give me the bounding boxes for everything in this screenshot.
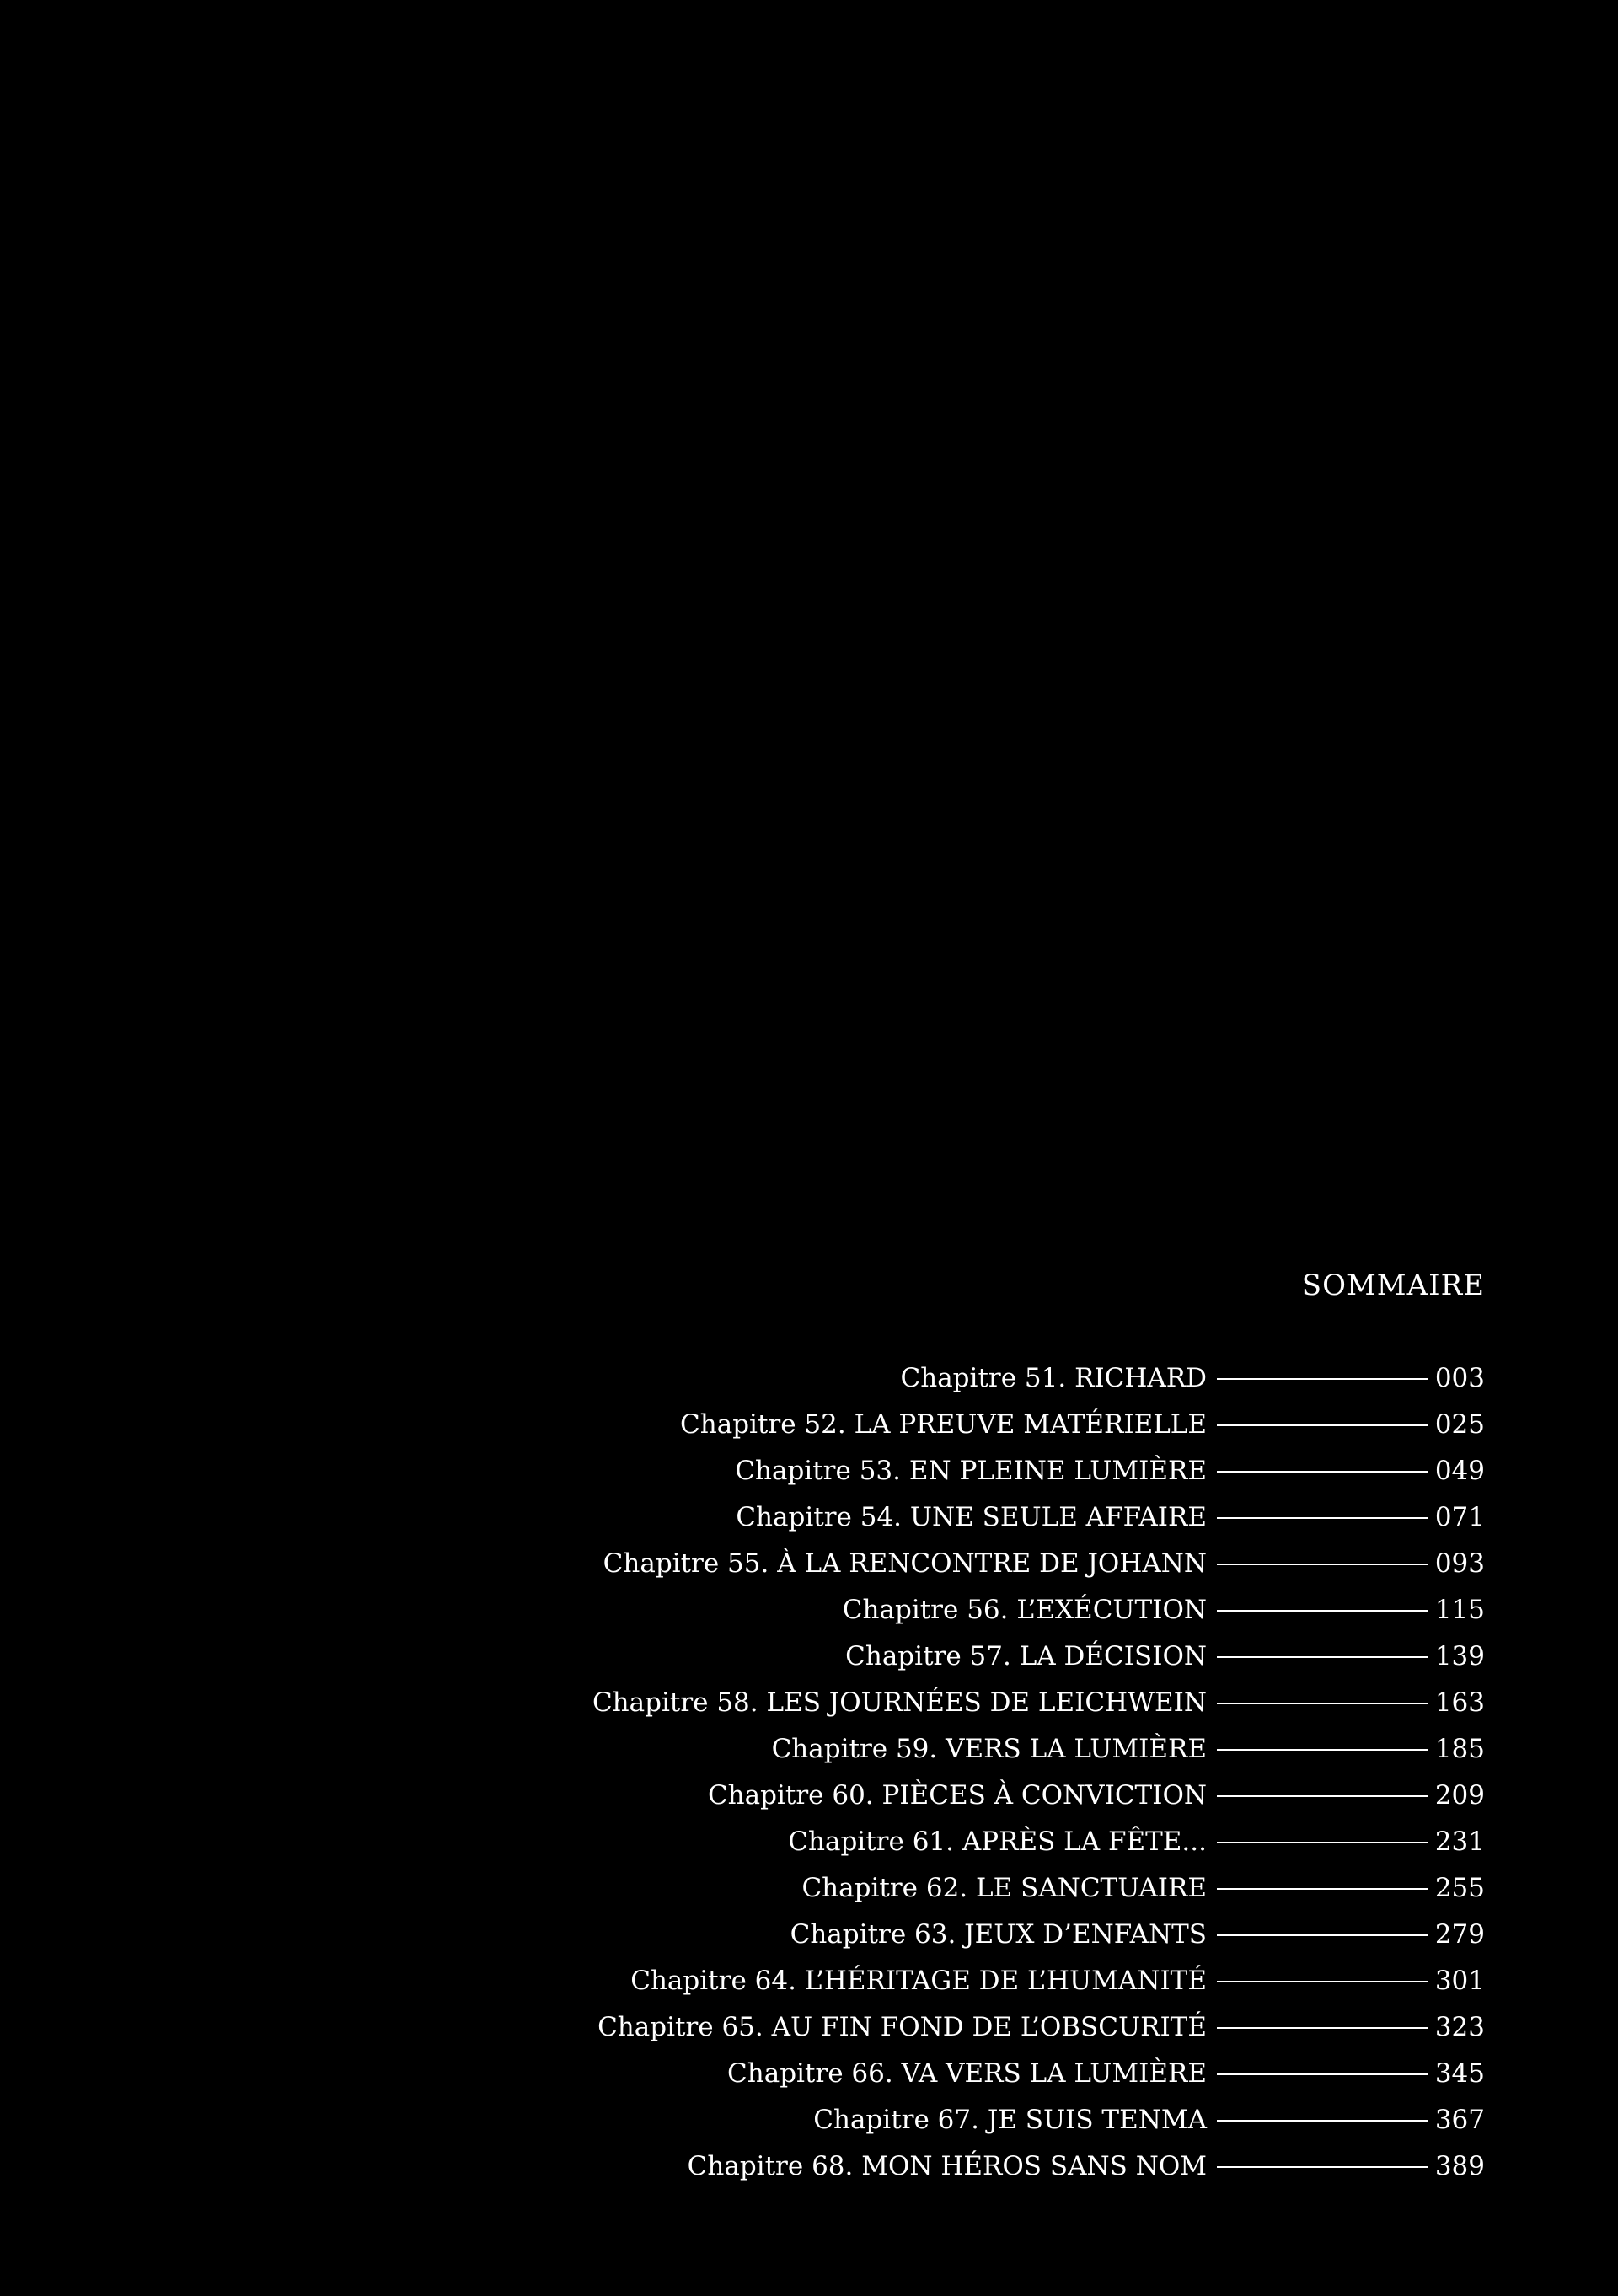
toc-entry-label: Chapitre 68. MON HÉROS SANS NOM: [687, 2150, 1207, 2181]
toc-entry-page: 139: [1434, 1640, 1485, 1671]
toc-leader-line: [1217, 1703, 1428, 1704]
toc-entry-page: 323: [1434, 2011, 1485, 2042]
toc-entry: [813, 2096, 1485, 2143]
toc-leader-line: [1217, 2166, 1428, 2168]
toc-entry: [708, 1772, 1485, 1818]
toc-entry-page: 049: [1434, 1455, 1485, 1486]
toc-entry-page: 163: [1434, 1687, 1485, 1718]
toc-entry: [688, 2143, 1485, 2189]
toc-leader-line: [1217, 1424, 1428, 1426]
toc-entry-label: Chapitre 56. L’EXÉCUTION: [842, 1594, 1207, 1625]
toc-entry-label: Chapitre 61. APRÈS LA FÊTE...: [788, 1826, 1207, 1857]
table-of-contents: [474, 1264, 1485, 2189]
toc-entry: [736, 1494, 1485, 1540]
toc-entry-label: Chapitre 54. UNE SEULE AFFAIRE: [736, 1501, 1207, 1532]
toc-entry-label: Chapitre 63. JEUX D’ENFANTS: [790, 1918, 1207, 1950]
toc-entry: [788, 1818, 1485, 1864]
toc-entry: [845, 1633, 1485, 1679]
toc-entry-page: 093: [1434, 1548, 1485, 1579]
toc-entry: [735, 1447, 1485, 1494]
toc-entry: [630, 1957, 1485, 2004]
toc-leader-line: [1217, 1517, 1428, 1519]
toc-entry: [772, 1725, 1485, 1772]
toc-entry-label: Chapitre 53. EN PLEINE LUMIÈRE: [735, 1455, 1207, 1486]
toc-leader-line: [1217, 1842, 1428, 1843]
toc-entry-label: Chapitre 59. VERS LA LUMIÈRE: [771, 1733, 1207, 1764]
toc-entry: [680, 1401, 1485, 1447]
toc-entry: [843, 1586, 1485, 1633]
toc-leader-line: [1217, 2027, 1428, 2029]
toc-leader-line: [1217, 2120, 1428, 2122]
toc-entry-page: 071: [1434, 1501, 1485, 1532]
toc-leader-line: [1217, 2073, 1428, 2075]
toc-entry-label: Chapitre 58. LES JOURNÉES DE LEICHWEIN: [592, 1687, 1207, 1718]
toc-entry-page: 209: [1434, 1779, 1485, 1811]
toc-entry-label: Chapitre 60. PIÈCES À CONVICTION: [707, 1779, 1207, 1811]
toc-entry-label: Chapitre 57. LA DÉCISION: [845, 1640, 1207, 1671]
toc-leader-line: [1217, 1378, 1428, 1380]
toc-leader-line: [1217, 1656, 1428, 1658]
toc-entry-label: Chapitre 65. AU FIN FOND DE L’OBSCURITÉ: [597, 2011, 1207, 2042]
toc-leader-line: [1217, 1749, 1428, 1751]
toc-entry: [801, 1864, 1485, 1911]
toc-leader-line: [1217, 1981, 1428, 1982]
toc-entry: [790, 1911, 1485, 1957]
toc-leader-line: [1217, 1795, 1428, 1797]
toc-entry-page: 003: [1434, 1362, 1485, 1393]
toc-leader-line: [1217, 1610, 1428, 1612]
toc-list: [474, 1355, 1485, 2189]
toc-leader-line: [1217, 1564, 1428, 1565]
toc-entry-page: 279: [1434, 1918, 1485, 1950]
toc-entry-page: 115: [1434, 1594, 1485, 1625]
toc-entry-label: Chapitre 66. VA VERS LA LUMIÈRE: [727, 2057, 1207, 2089]
toc-entry-page: 231: [1434, 1826, 1485, 1857]
toc-entry: [727, 2050, 1485, 2096]
toc-leader-line: [1217, 1471, 1428, 1473]
toc-entry-page: 255: [1434, 1872, 1485, 1903]
toc-entry-page: 185: [1434, 1733, 1485, 1764]
toc-leader-line: [1217, 1934, 1428, 1936]
toc-entry-page: 345: [1434, 2057, 1485, 2089]
toc-entry-page: 389: [1434, 2150, 1485, 2181]
toc-entry-label: Chapitre 67. JE SUIS TENMA: [813, 2104, 1207, 2135]
toc-entry: [603, 1540, 1485, 1586]
toc-entry-page: 025: [1434, 1408, 1485, 1440]
toc-entry-page: 301: [1434, 1965, 1485, 1996]
toc-leader-line: [1217, 1888, 1428, 1890]
toc-entry-label: Chapitre 51. RICHARD: [900, 1362, 1207, 1393]
toc-entry-label: Chapitre 52. LA PREUVE MATÉRIELLE: [680, 1408, 1207, 1440]
toc-entry-label: Chapitre 64. L’HÉRITAGE DE L’HUMANITÉ: [630, 1965, 1207, 1996]
toc-entry: [592, 1679, 1485, 1725]
toc-entry-label: Chapitre 55. À LA RENCONTRE DE JOHANN: [603, 1548, 1207, 1579]
toc-entry: [597, 2004, 1485, 2050]
toc-entry-label: Chapitre 62. LE SANCTUAIRE: [801, 1872, 1207, 1903]
toc-entry-page: 367: [1434, 2104, 1485, 2135]
toc-entry: [901, 1355, 1485, 1401]
toc-title: SOMMAIRE: [1301, 1269, 1485, 1302]
